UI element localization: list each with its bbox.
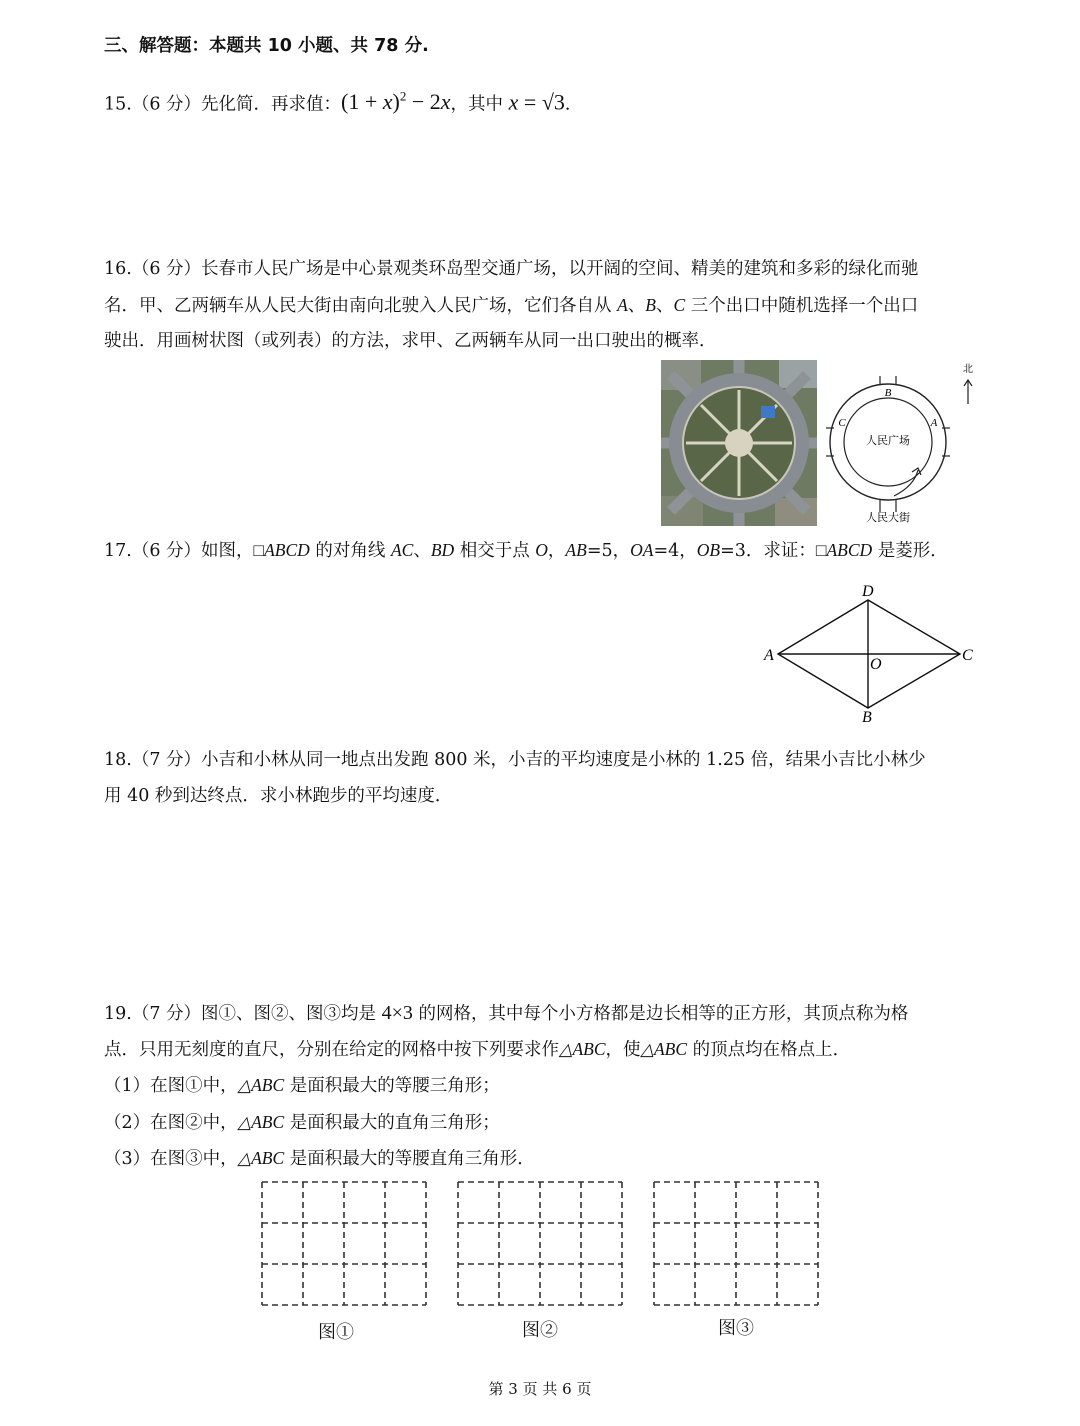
q15-condition: x = √3 <box>508 89 565 115</box>
q18-line-2: 用 40 秒到达终点．求小林跑步的平均速度． <box>104 786 453 806</box>
q16-line-3: 驶出．用画树状图（或列表）的方法，求甲、乙两辆车从同一出口驶出的概率． <box>104 331 717 351</box>
map-street-label: 人民大街 <box>866 511 910 524</box>
map-exit-a: A <box>930 417 938 429</box>
q19-sub-3: （3）在图③中，△ABC 是面积最大的等腰直角三角形． <box>104 1148 535 1169</box>
grid-caption-3: 图③ <box>718 1318 754 1339</box>
page-footer: 第 3 页 共 6 页 <box>488 1380 592 1398</box>
aerial-photo-of-square <box>661 360 817 526</box>
section-heading: 三、解答题：本题共 10 小题、共 78 分. <box>104 36 429 56</box>
question-17: 17.（6 分）如图，□ABCD 的对角线 AC、BD 相交于点 O，AB=5，OA=4，OB=3．求证：□ABCD 是菱形． <box>104 540 948 561</box>
grid-caption-2: 图② <box>522 1320 558 1341</box>
q15-mid: ，其中 <box>450 94 509 115</box>
aerial-photo-graphic <box>661 360 817 526</box>
q15-expression: $(1 + x)^2 - 2x$ <box>341 89 451 115</box>
q19-line-2: 点．只用无刻度的直尺，分别在给定的网格中按下列要求作△ABC，使△ABC 的顶点均在格点上． <box>104 1039 851 1060</box>
q16-line-2: 名．甲、乙两辆车从人民大街由南向北驶入人民广场，它们各自从 A、B、C 三个出口中随机选择一个出口 <box>104 295 919 316</box>
map-center-label: 人民广场 <box>866 434 910 447</box>
grid-figure-1 <box>260 1180 430 1308</box>
vertex-a-label: A <box>764 647 774 664</box>
q19-sub-1: （1）在图①中，△ABC 是面积最大的等腰三角形； <box>104 1075 500 1096</box>
rhombus-figure <box>756 580 980 728</box>
north-arrow-icon <box>964 380 972 404</box>
map-exit-c: C <box>838 417 846 429</box>
q19-sub-2: （2）在图②中，△ABC 是面积最大的直角三角形； <box>104 1112 500 1133</box>
grid-figure-2 <box>456 1180 626 1308</box>
map-north-label: 北 <box>963 364 973 375</box>
vertex-b-label: B <box>862 709 872 726</box>
q15-prefix: 15.（6 分）先化简．再求值： <box>104 94 342 115</box>
grid-figure-3 <box>652 1180 822 1308</box>
vertex-c-label: C <box>962 647 973 664</box>
vertex-d-label: D <box>862 583 874 600</box>
question-15: 15.（6 分）先化简．再求值：$(1 + x)^2 - 2x$，其中 x = √3． <box>104 89 583 115</box>
point-o-label: O <box>870 656 882 673</box>
map-exit-b: B <box>884 387 892 399</box>
q16-line-1: 16.（6 分）长春市人民广场是中心景观类环岛型交通广场，以开阔的空间、精美的建筑和多彩的绿化而驰 <box>104 259 919 279</box>
q18-line-1: 18.（7 分）小吉和小林从同一地点出发跑 800 米，小吉的平均速度是小林的 1.25 倍，结果小吉比小林少 <box>104 750 926 770</box>
grid-caption-1: 图① <box>318 1322 354 1343</box>
q19-line-1: 19.（7 分）图①、图②、图③均是 4×3 的网格，其中每个小方格都是边长相等的正方形，其顶点称为格 <box>104 1002 909 1024</box>
square-map-diagram <box>822 356 982 528</box>
